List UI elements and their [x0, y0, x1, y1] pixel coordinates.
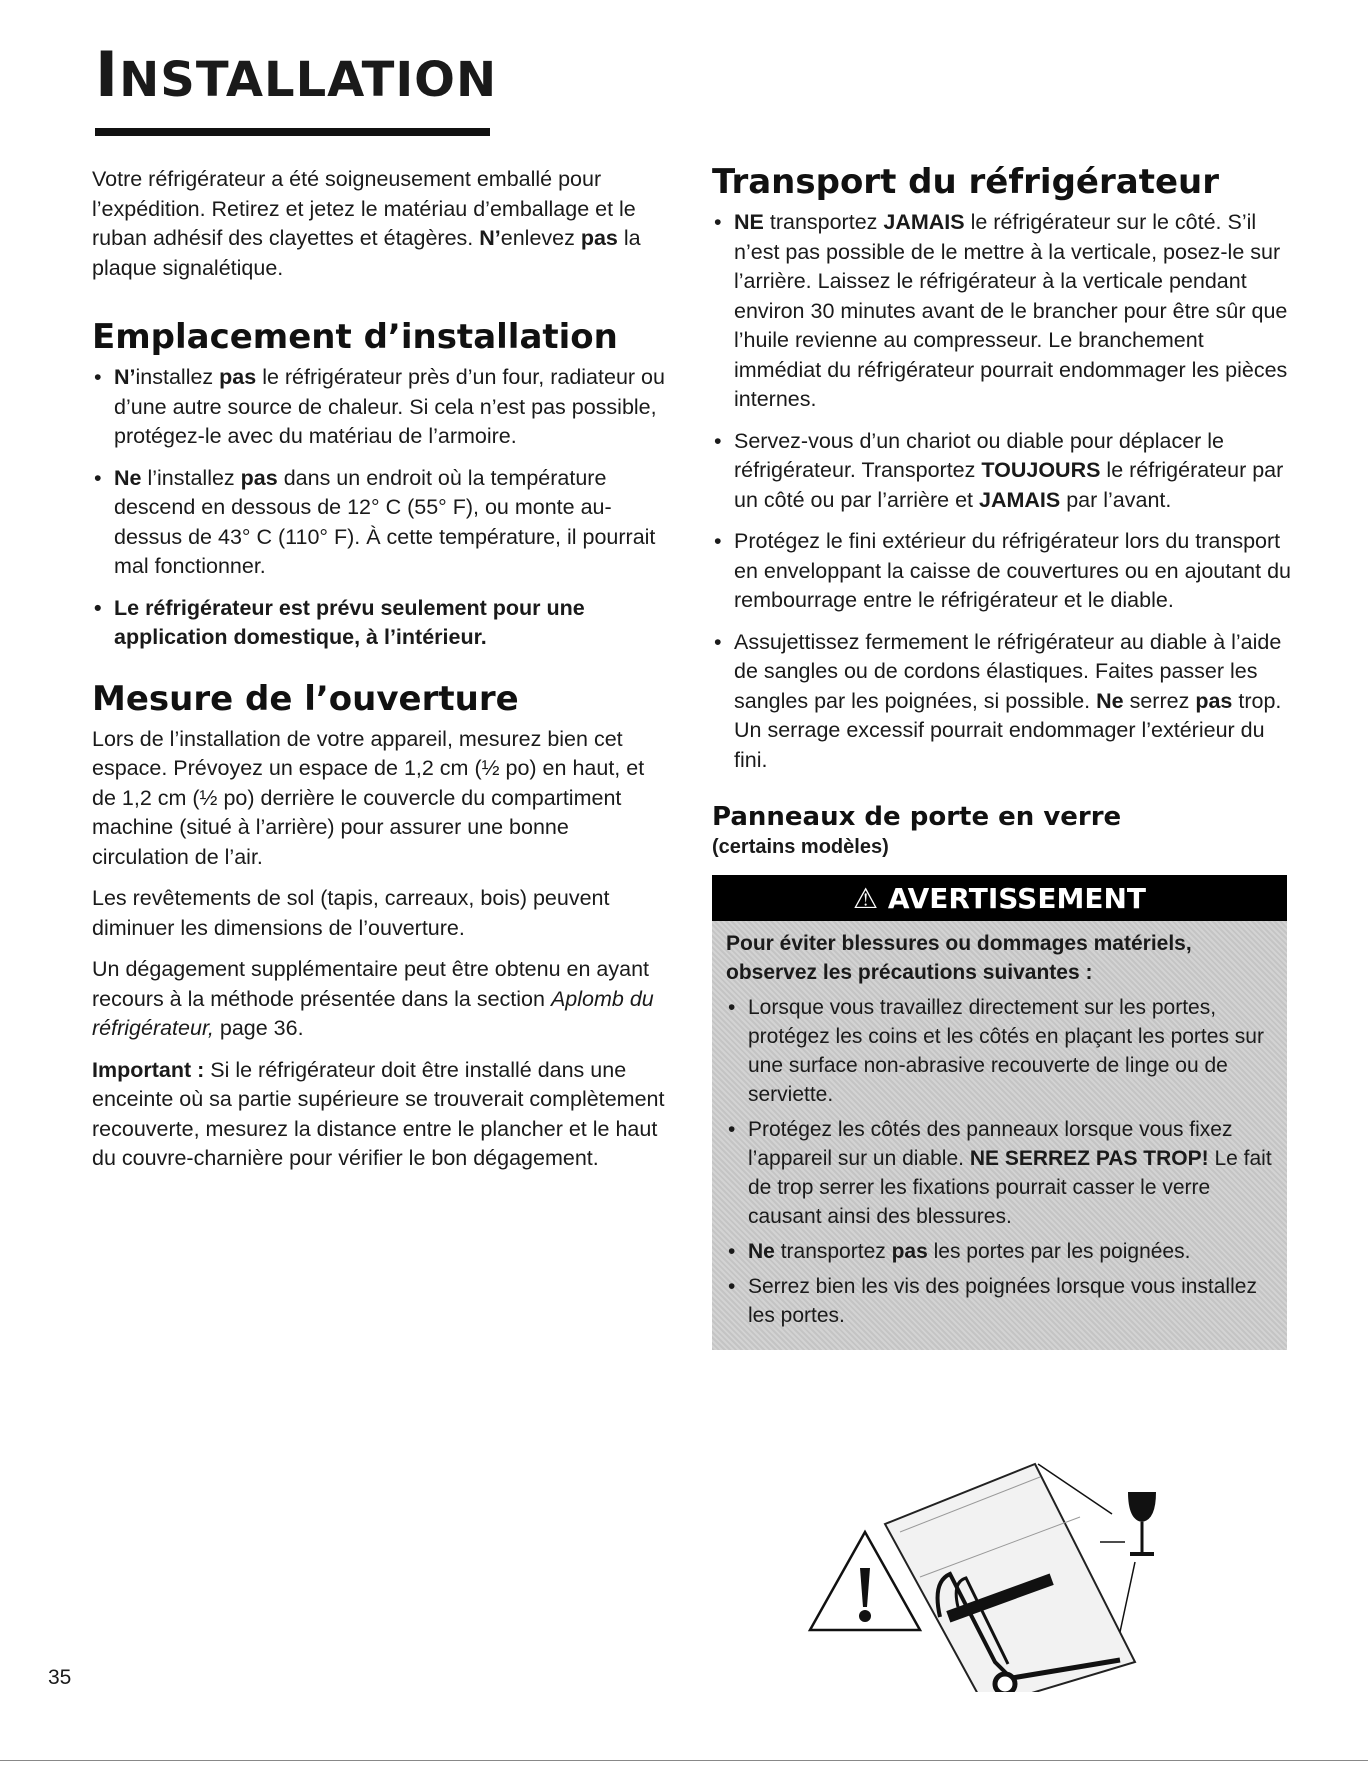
mesure-paragraph-4: Important : Si le réfrigérateur doit être installé dans une enceinte où sa partie supérieure se trouverait complètement recouverte, mesurez la distance entre le plancher et le haut du couvre-charnière pour vérifier le bon dégagement. [92, 1057, 665, 1170]
warning-header: ⚠ AVERTISSEMENT [712, 875, 1287, 921]
list-item: • Le réfrigérateur est prévu seulement pour une application domestique, à l’intérieur. [92, 594, 667, 653]
list-item: • N’installez pas le réfrigérateur près d’un four, radiateur ou d’une autre source de chaleur. Si cela n’est pas possible, protégez-le avec du matériau de l’armoire. [92, 363, 667, 452]
mesure-heading: Mesure de l’ouverture [92, 678, 519, 719]
emplacement-heading: Emplacement d’installation [92, 317, 618, 357]
warning-box [712, 875, 1287, 1350]
list-item: • Protégez les côtés des panneaux lorsque vous fixez l’appareil sur un diable. NE SERREZ PAS TROP! Le fait de trop serrer les fixations pourrait casser le verre causant ainsi des blessures. [726, 1115, 1273, 1231]
page-title: INSTALLATION [95, 38, 498, 111]
emplacement-section [92, 317, 667, 653]
list-item: • Lorsque vous travaillez directement sur les portes, protégez les coins et les côtés en plaçant les portes sur une surface non-abrasive recouverte de linge ou de serviette. [726, 993, 1273, 1109]
emplacement-list [92, 363, 667, 653]
mesure-paragraph-2: Les revêtements de sol (tapis, carreaux, bois) peuvent diminuer les dimensions de l’ouverture. [92, 886, 610, 940]
list-item: • Serrez bien les vis des poignées lorsque vous installez les portes. [726, 1272, 1273, 1330]
panneaux-heading: Panneaux de porte en verre [712, 802, 1122, 832]
warning-lead: Pour éviter blessures ou dommages matériels, observez les précautions suivantes : [726, 931, 1192, 984]
glass-door-icon [885, 1464, 1135, 1692]
list-item: • Servez-vous d’un chariot ou diable pour déplacer le réfrigérateur. Transportez TOUJOURS le réfrigérateur par un côté ou par l’arrière et JAMAIS par l’avant. [712, 427, 1292, 516]
list-item: • Assujettissez fermement le réfrigérateur au diable à l’aide de sangles ou de cordons élastiques. Faites passer les sangles par les poignées, si possible. Ne serrez pas trop. Un serrage excessif pourrait endommager l’extérieur du fini. [712, 628, 1292, 776]
right-column [712, 162, 1292, 1350]
transport-heading: Transport du réfrigérateur [712, 162, 1219, 202]
warning-body [712, 921, 1287, 1350]
mesure-paragraph-3: Un dégagement supplémentaire peut être obtenu en ayant recours à la méthode présentée dans la section Aplomb du réfrigérateur, page 36. [92, 957, 654, 1040]
glass-door-dolly-illustration [790, 1402, 1200, 1692]
list-item: • Protégez le fini extérieur du réfrigérateur lors du transport en enveloppant la caisse de couvertures ou en ajoutant du rembourrage entre le réfrigérateur et le diable. [712, 527, 1292, 616]
list-item: • Ne l’installez pas dans un endroit où la température descend en dessous de 12° C (55° F), ou monte au-dessus de 43° C (110° F). À cette température, il pourrait mal fonctionner. [92, 464, 667, 582]
list-item: • NE transportez JAMAIS le réfrigérateur sur le côté. S’il n’est pas possible de le mettre à la verticale, posez-le sur l’arrière. Laissez le réfrigérateur à la verticale pendant environ 30 minutes avant de le brancher pour être sûr que l’huile revienne au compresseur. Le branchement immédiat du réfrigérateur pourrait endommager les pièces internes. [712, 208, 1292, 415]
mesure-paragraph-1: Lors de l’installation de votre appareil, mesurez bien cet espace. Prévoyez un espace de 1,2 cm (½ po) en haut, et de 1,2 cm (½ po) derrière le couvercle du compartiment machine (situé à l’arrière) pour assurer une bonne circulation de l’air. [92, 726, 645, 869]
transport-list [712, 208, 1292, 775]
list-item: • Ne transportez pas les portes par les poignées. [726, 1237, 1273, 1266]
left-column [92, 165, 667, 1198]
warning-list [726, 993, 1273, 1330]
intro-paragraph: Votre réfrigérateur a été soigneusement emballé pour l’expédition. Retirez et jetez le matériau d’emballage et le ruban adhésif des clayettes et étagères. N’enlevez pas la plaque signalétique. [92, 167, 641, 280]
bottom-rule [0, 1760, 1368, 1761]
illustration-svg [790, 1402, 1200, 1692]
page-number: 35 [48, 1666, 72, 1689]
title-underline [95, 128, 490, 136]
mesure-section [92, 679, 667, 1174]
panneaux-subnote: (certains modèles) [712, 836, 889, 858]
